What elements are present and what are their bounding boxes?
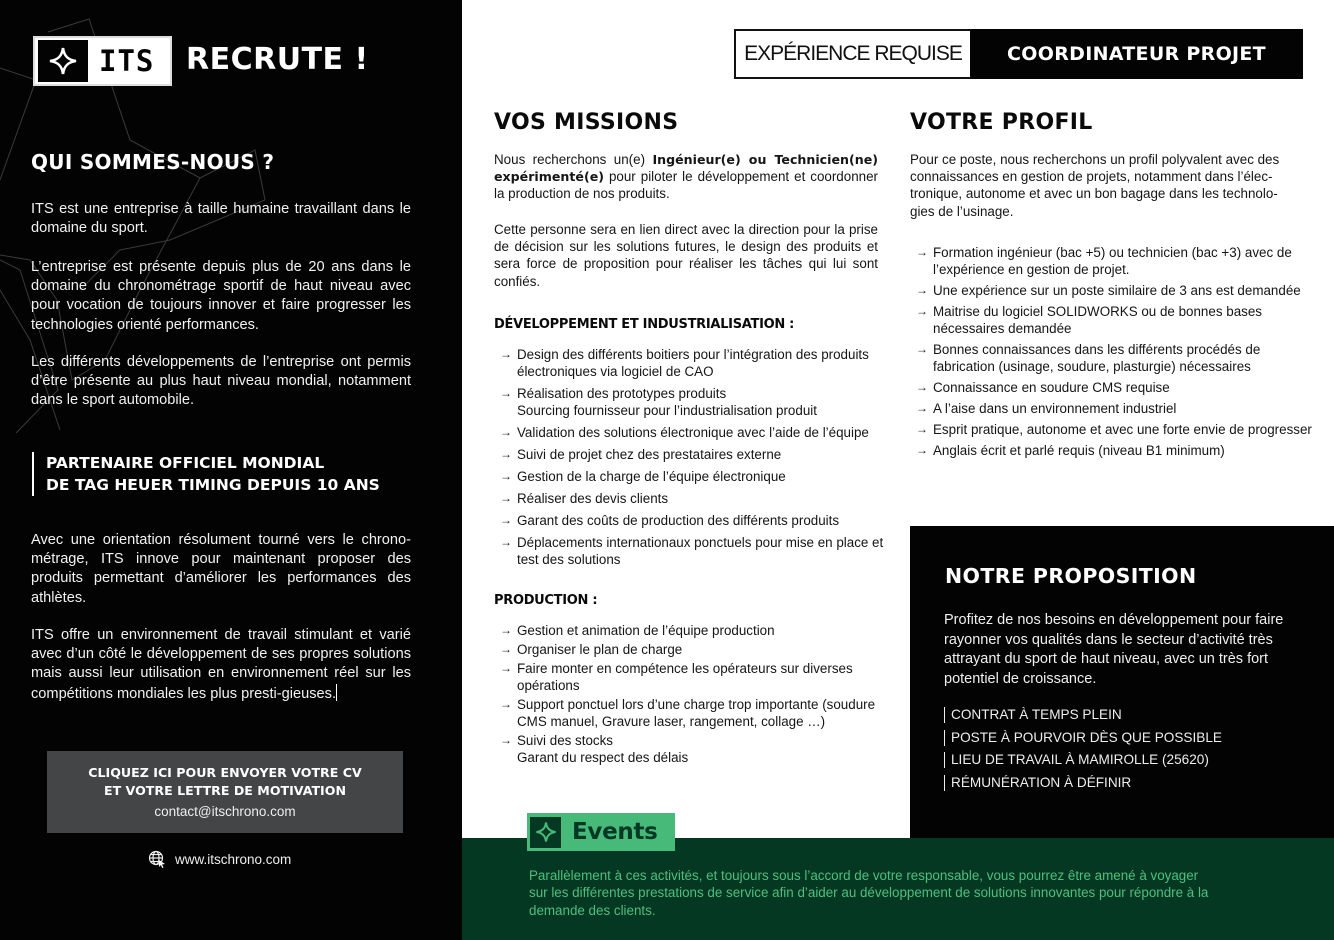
contact-email-link[interactable]: contact@itschrono.com	[154, 804, 296, 819]
proposition-panel	[910, 526, 1334, 838]
partner-line: DE TAG HEUER TIMING DEPUIS 10 ANS	[46, 476, 380, 494]
partner-line: PARTENAIRE OFFICIEL MONDIAL	[46, 454, 325, 472]
list-item	[910, 303, 1320, 337]
proposition-heading: NOTRE PROPOSITION	[945, 564, 1197, 588]
arrow-right-icon: →	[916, 304, 928, 318]
list-item-text: Validation des solutions électronique avec l’aide de l’équipe	[517, 425, 869, 440]
profile-intro: Pour ce poste, nous recherchons un profil polyvalent avec des connaissances en gestion de projets, notamment dans l’élec-tronique, autonome et avec un bon bagage dans les technolo-gies de l’usinage.	[910, 152, 1280, 219]
list-item	[494, 534, 894, 568]
list-item	[494, 696, 904, 730]
arrow-right-icon: →	[500, 447, 512, 461]
list-item	[910, 341, 1320, 375]
arrow-right-icon: →	[500, 642, 512, 656]
missions-heading: VOS MISSIONS	[494, 110, 679, 135]
arrow-right-icon: →	[916, 422, 928, 436]
its-logo	[33, 36, 172, 86]
profile-list	[910, 244, 1320, 463]
arrow-right-icon: →	[500, 733, 512, 747]
list-item	[494, 468, 894, 485]
list-item-text: Garant des coûts de production des différents produits	[517, 513, 840, 528]
proposition-list	[944, 707, 1222, 797]
dev-list	[494, 346, 894, 573]
missions-paragraph: Cette personne sera en lien direct avec la direction pour la prise de décision sur les solutions futures, le design des produits et sera force de proposition pour réaliser les tâches qui lui sont confiés.	[494, 222, 878, 289]
list-item-text: Sourcing fournisseur pour l’industrialisation produit	[517, 403, 817, 418]
about-paragraph-last	[31, 626, 411, 704]
list-item	[910, 282, 1320, 299]
about-paragraph-text: ITS offre un environnement de travail stimulant et varié avec d’un côté le développement de ses propres solutions mais aussi leur utilisation en environnement réel sur les compétitions mondiales les plus presti-gieuses.	[31, 627, 411, 702]
list-item-text: Déplacements internationaux ponctuels pour mise en place et test des solutions	[517, 535, 884, 567]
globe-cursor-icon	[148, 850, 166, 868]
arrow-right-icon: →	[500, 386, 512, 400]
send-cv-button[interactable]	[47, 751, 403, 833]
cta-line: CLIQUEZ ICI POUR ENVOYER VOTRE CV	[88, 765, 362, 780]
sparkle-logo-icon	[38, 40, 88, 82]
list-item-text: Connaissance en soudure CMS requise	[933, 380, 1170, 395]
arrow-right-icon: →	[916, 443, 928, 457]
list-item-text: Gestion de la charge de l’équipe électronique	[517, 469, 786, 484]
list-item	[910, 442, 1320, 459]
text-caret	[336, 684, 337, 701]
prod-list	[494, 622, 904, 768]
list-item	[494, 346, 894, 380]
list-item	[494, 512, 894, 529]
dev-subheading: DÉVELOPPEMENT ET INDUSTRIALISATION :	[494, 317, 795, 332]
list-item-text: Formation ingénieur (bac +5) ou technicien (bac +3) avec de l’expérience en gestion de projet.	[933, 245, 1292, 277]
intro-text: pour piloter le développement et coordonner la production de nos produits.	[494, 169, 878, 202]
list-item-text: Bonnes connaissances dans les différents procédés de fabrication (usinage, soudure, plasturgie) nécessaires	[933, 342, 1261, 374]
arrow-right-icon: →	[916, 380, 928, 394]
list-item	[494, 424, 894, 441]
list-item	[494, 732, 904, 766]
list-item-text: Suivi des stocks	[517, 733, 614, 748]
list-item-text: A l’aise dans un environnement industriel	[933, 401, 1177, 416]
list-item	[494, 660, 904, 694]
website-link[interactable]	[148, 850, 291, 868]
list-item	[910, 421, 1320, 438]
proposition-item: CONTRAT À TEMPS PLEIN	[944, 707, 1222, 723]
about-paragraph: ITS est une entreprise à taille humaine travaillant dans le domaine du sport.	[31, 201, 411, 237]
list-item-text: Support ponctuel lors d’une charge trop importante (soudure CMS manuel, Gravure laser, rangement, collage …)	[517, 697, 876, 729]
proposition-item: POSTE À POURVOIR DÈS QUE POSSIBLE	[944, 730, 1222, 746]
missions-intro	[494, 151, 878, 203]
intro-text: Nous recherchons un(e)	[494, 152, 653, 167]
arrow-right-icon: →	[500, 425, 512, 439]
about-paragraph: L’entreprise est présente depuis plus de 20 ans dans le domaine du chronométrage sportif de haut niveau avec pour vocation de toujours innover et faire progresser les technologies orienté performances.	[31, 259, 411, 333]
proposition-item: RÉMUNÉRATION À DÉFINIR	[944, 775, 1222, 791]
list-item	[494, 490, 894, 507]
arrow-right-icon: →	[916, 245, 928, 259]
list-item-text: Anglais écrit et parlé requis (niveau B1 minimum)	[933, 443, 1225, 458]
list-item	[494, 385, 894, 419]
arrow-right-icon: →	[500, 469, 512, 483]
about-paragraph: Avec une orientation résolument tourné vers le chrono-métrage, ITS innove pour maintenant proposer des produits permettant d’améliorer les performances des athlètes.	[31, 532, 411, 606]
arrow-right-icon: →	[500, 697, 512, 711]
about-paragraph: Les différents développements de l’entreprise ont permis d’être présente au plus haut niveau mondial, notamment dans le sport automobile.	[31, 354, 411, 409]
arrow-right-icon: →	[500, 623, 512, 637]
list-item-text: Organiser le plan de charge	[517, 642, 683, 657]
proposition-item: LIEU DE TRAVAIL À MAMIROLLE (25620)	[944, 752, 1222, 768]
list-item-text: Gestion et animation de l’équipe production	[517, 623, 775, 638]
arrow-right-icon: →	[500, 535, 512, 549]
experience-required-tag: EXPÉRIENCE REQUISE	[734, 29, 972, 79]
arrow-right-icon: →	[500, 491, 512, 505]
list-item-text: Réaliser des devis clients	[517, 491, 669, 506]
job-title-tag: COORDINATEUR PROJET	[970, 29, 1303, 79]
events-label: Events	[572, 819, 658, 845]
arrow-right-icon: →	[500, 513, 512, 527]
sparkle-events-icon	[530, 817, 561, 848]
website-url: www.itschrono.com	[175, 851, 292, 867]
list-item	[494, 446, 894, 463]
prod-subheading: PRODUCTION :	[494, 593, 598, 608]
list-item	[910, 379, 1320, 396]
proposition-text: Profitez de nos besoins en développement pour faire rayonner vos qualités dans le secteur d’activité très attrayant du sport de haut niveau, avec un très fort potentiel de croissance.	[944, 612, 1284, 687]
list-item-text: Réalisation des prototypes produits	[517, 386, 727, 401]
list-item-text: Esprit pratique, autonome et avec une forte envie de progresser	[933, 422, 1312, 437]
list-item-text: Faire monter en compétence les opérateurs sur diverses opérations	[517, 661, 853, 693]
events-badge	[527, 813, 675, 851]
recruit-title: RECRUTE !	[186, 42, 369, 77]
cta-line: ET VOTRE LETTRE DE MOTIVATION	[103, 783, 346, 798]
list-item	[910, 244, 1320, 278]
intro-role-bold: Ingénieur(e) ou Technicien(ne) expérimenté(e)	[494, 152, 878, 185]
arrow-right-icon: →	[500, 347, 512, 361]
list-item-text: Suivi de projet chez des prestataires externe	[517, 447, 782, 462]
list-item-text: Design des différents boitiers pour l’intégration des produits électroniques via logiciel de CAO	[517, 347, 869, 379]
arrow-right-icon: →	[916, 342, 928, 356]
list-item	[910, 400, 1320, 417]
left-panel	[0, 0, 462, 940]
about-heading: QUI SOMMES-NOUS ?	[31, 150, 275, 174]
arrow-right-icon: →	[916, 283, 928, 297]
list-item	[494, 641, 904, 658]
partner-callout	[32, 452, 380, 496]
list-item-text: Maitrise du logiciel SOLIDWORKS ou de bonnes bases nécessaires demandée	[933, 304, 1262, 336]
logo-text: ITS	[99, 44, 155, 78]
arrow-right-icon: →	[916, 401, 928, 415]
list-item-text: Garant du respect des délais	[517, 750, 689, 765]
list-item	[494, 622, 904, 639]
arrow-right-icon: →	[500, 661, 512, 675]
profile-heading: VOTRE PROFIL	[910, 110, 1093, 135]
events-text: Parallèlement à ces activités, et toujours sous l’accord de votre responsable, vous pourrez être amené à voyager sur les différentes prestations de service afin d’aider au développement de solutions innovantes pour répondre à la demande des clients.	[529, 868, 1209, 918]
list-item-text: Une expérience sur un poste similaire de 3 ans est demandée	[933, 283, 1301, 298]
cta-title	[47, 764, 403, 800]
